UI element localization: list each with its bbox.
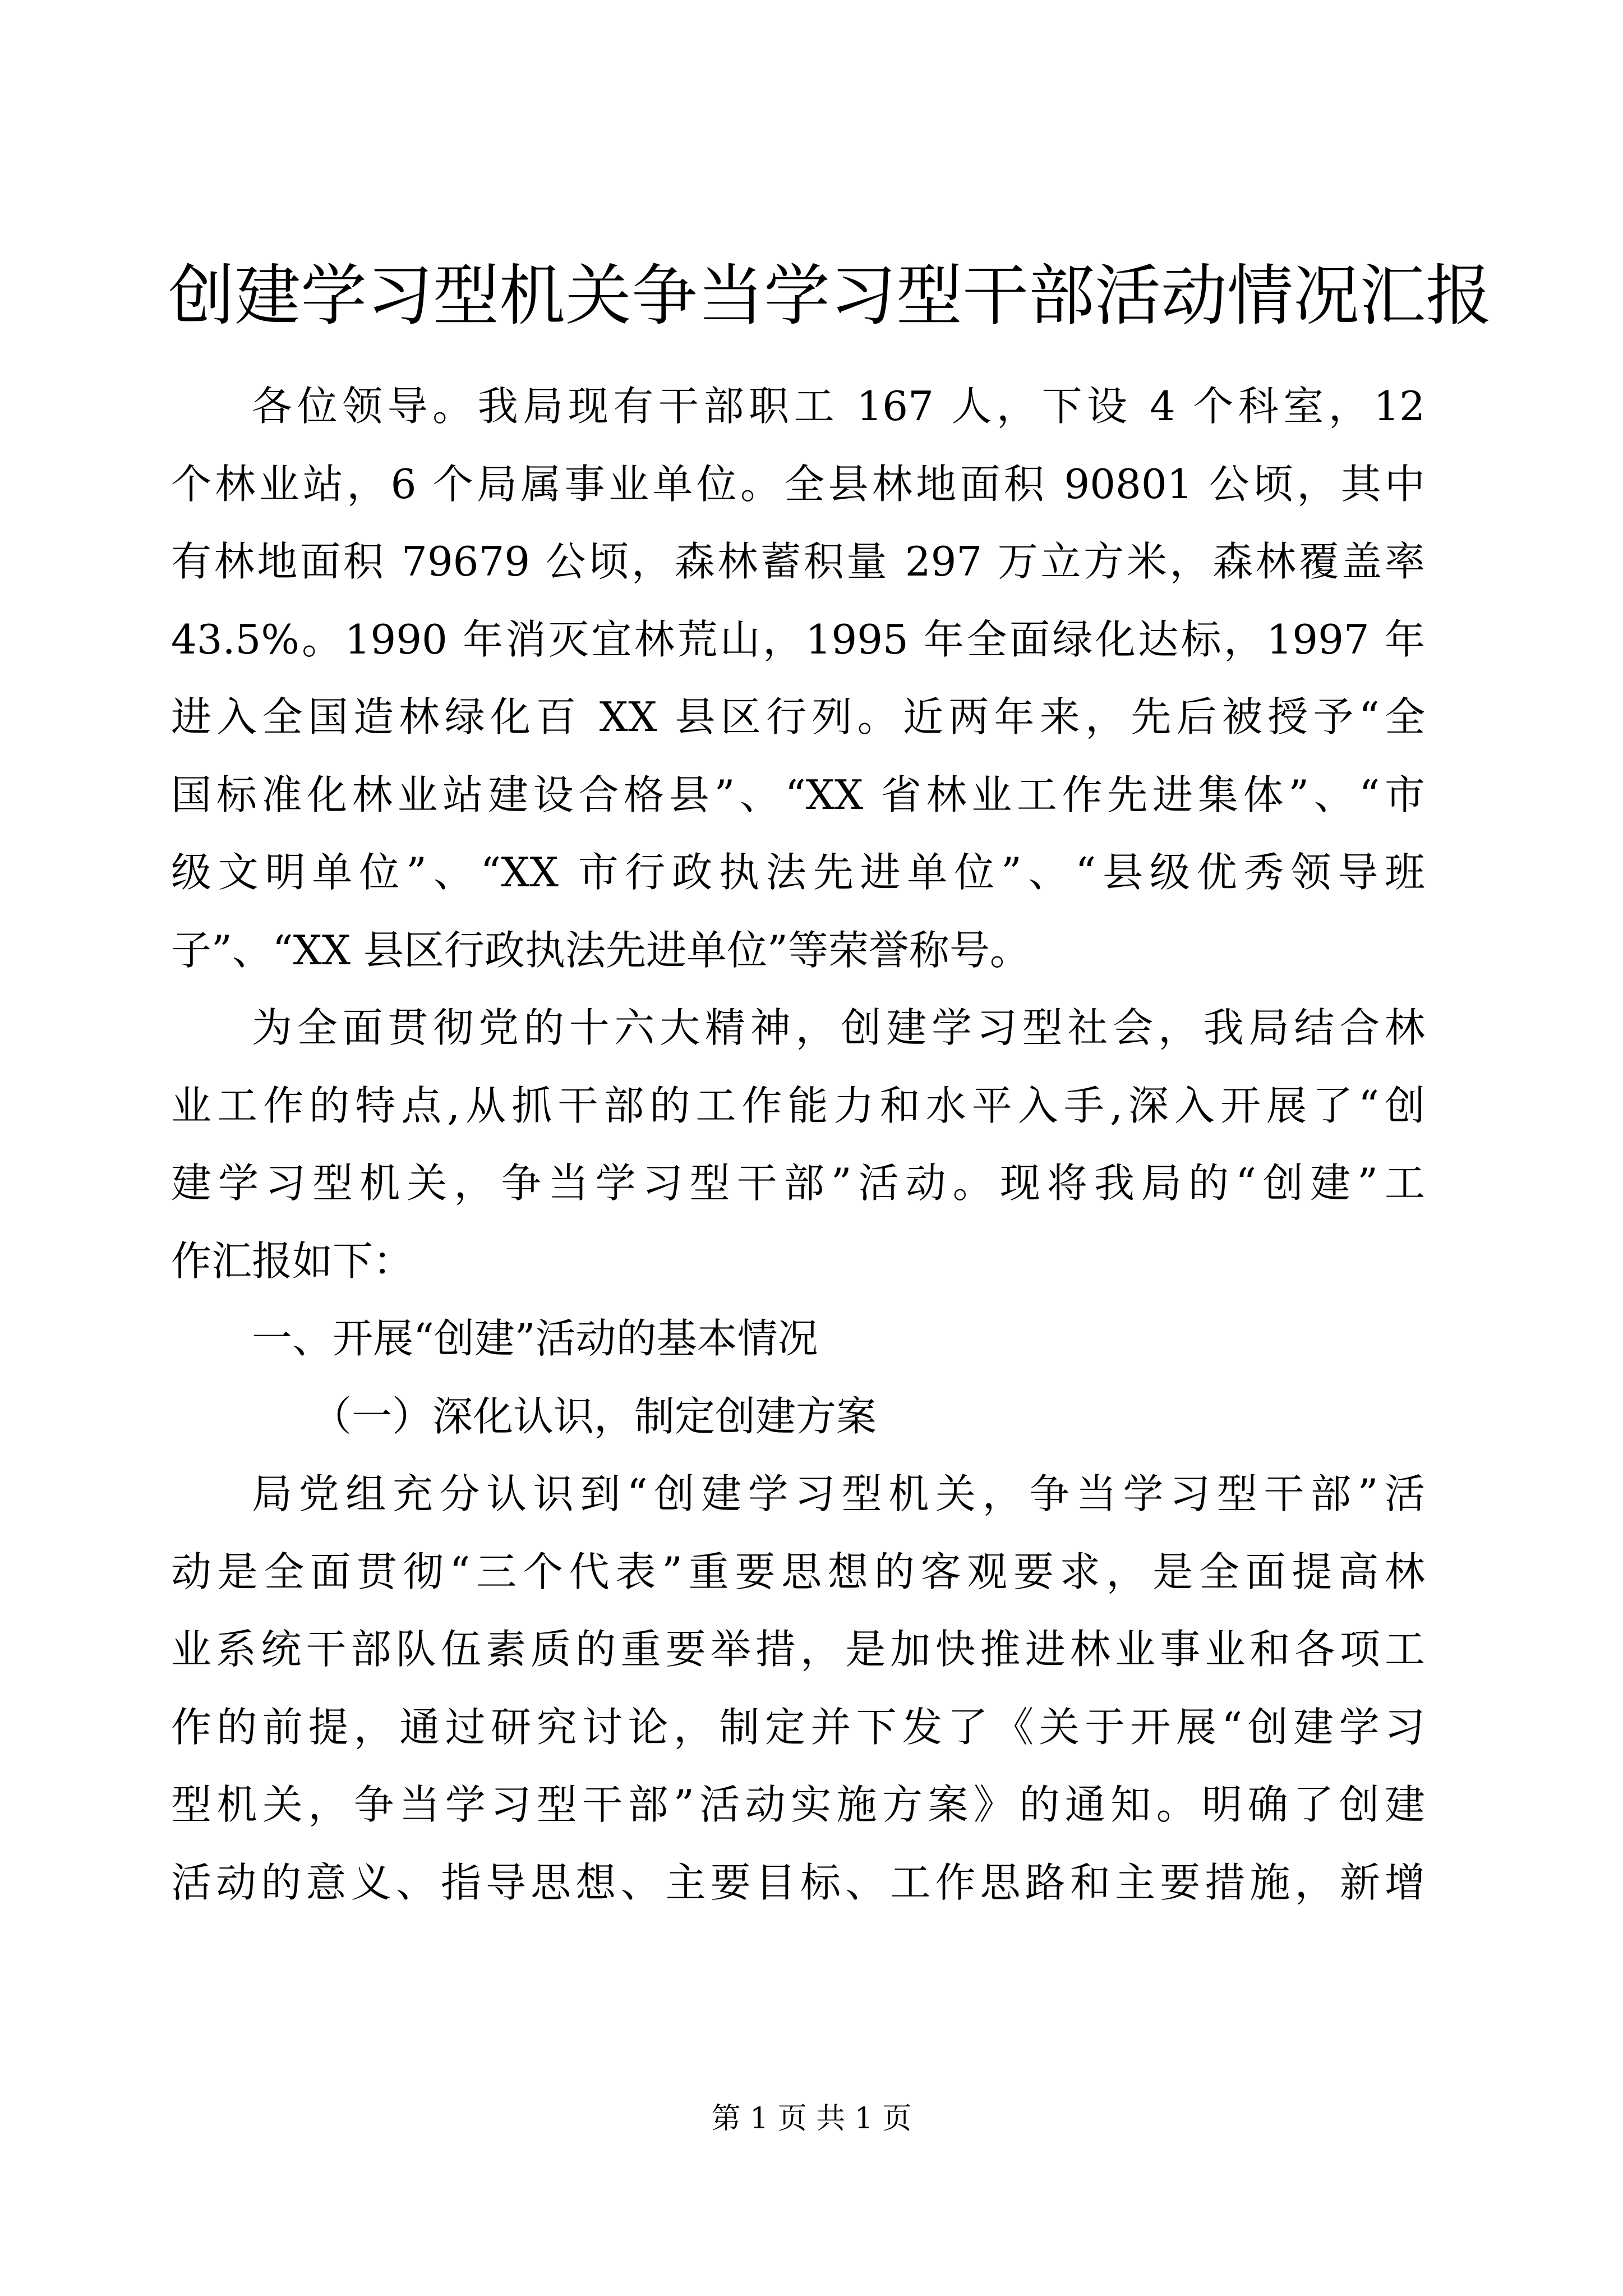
paragraph-line: 有林地面积 79679 公顷，森林蓄积量 297 万立方米，森林覆盖率 [171,538,1425,585]
subsection-heading: （一）深化认识，制定创建方案 [311,1392,877,1440]
paragraph-line: 国标准化林业站建设合格县”、“XX 省林业工作先进集体”、“市 [171,771,1425,818]
paragraph-line: 各位领导。我局现有干部职工 167 人，下设 4 个科室，12 [252,383,1425,430]
paragraph-line: 动是全面贯彻“三个代表”重要思想的客观要求，是全面提高林 [171,1548,1425,1595]
paragraph-line: 局党组充分认识到“创建学习型机关，争当学习型干部”活 [252,1470,1425,1517]
paragraph-line: 业系统干部队伍素质的重要举措，是加快推进林业事业和各项工 [171,1626,1425,1673]
paragraph-line: 子”、“XX 县区行政执法先进单位”等荣誉称号。 [171,926,1030,974]
paragraph-line: 进入全国造林绿化百 XX 县区行列。近两年来，先后被授予“全 [171,693,1425,740]
paragraph-line: 活动的意义、指导思想、主要目标、工作思路和主要措施，新增 [171,1858,1425,1906]
paragraph-line: 43.5%。1990 年消灭宜林荒山，1995 年全面绿化达标，1997 年 [171,615,1425,663]
paragraph-line: 级文明单位”、“XX 市行政执法先进单位”、“县级优秀领导班 [171,849,1425,896]
document-title: 创建学习型机关争当学习型干部活动情况汇报 [168,257,1492,334]
paragraph-line: 业工作的特点,从抓干部的工作能力和水平入手,深入开展了“创 [171,1082,1425,1129]
page-footer: 第 1 页 共 1 页 [711,2102,912,2136]
document-body [171,367,1425,1921]
paragraph-line: 作的前提，通过研究讨论，制定并下发了《关于开展“创建学习 [171,1703,1425,1751]
paragraph-line: 作汇报如下： [171,1237,414,1285]
paragraph-line: 为全面贯彻党的十六大精神，创建学习型社会，我局结合林 [252,1004,1425,1051]
paragraph-line: 个林业站，6 个局属事业单位。全县林地面积 90801 公顷，其中 [171,460,1425,508]
paragraph-line: 型机关，争当学习型干部”活动实施方案》的通知。明确了创建 [171,1781,1425,1828]
section-heading: 一、开展“创建”活动的基本情况 [252,1315,818,1362]
paragraph-line: 建学习型机关，争当学习型干部”活动。现将我局的“创建”工 [171,1159,1425,1207]
